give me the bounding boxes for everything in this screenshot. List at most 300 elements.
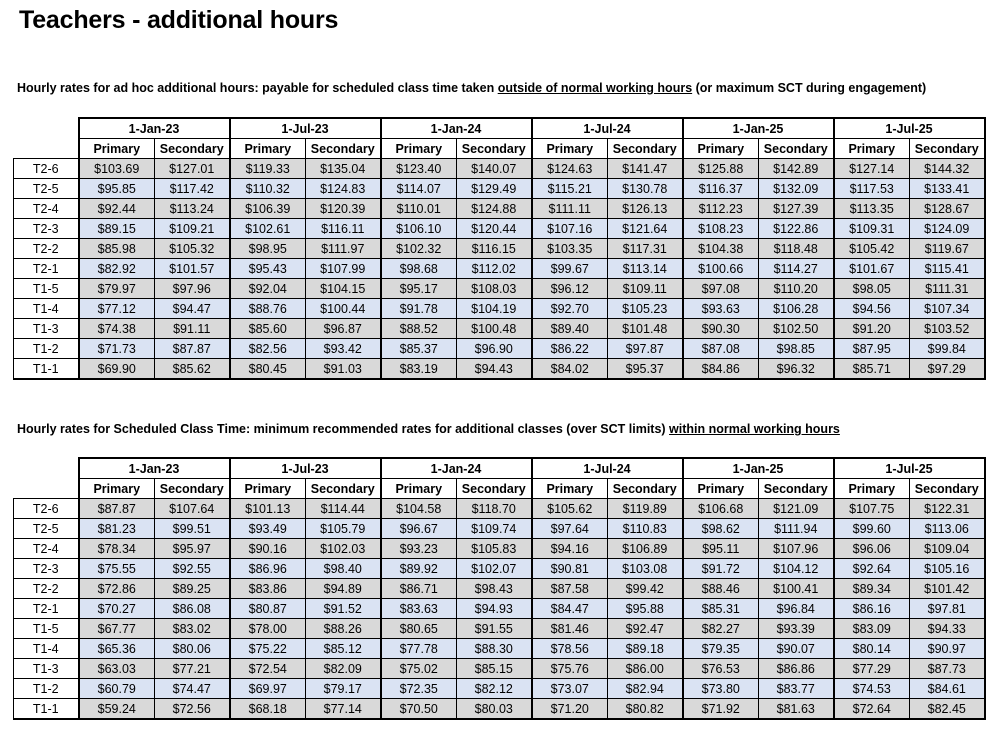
rate-cell: $96.06 bbox=[834, 539, 910, 559]
rate-cell: $124.63 bbox=[532, 159, 608, 179]
section-heading-sct bbox=[17, 422, 840, 436]
sct-rates-table bbox=[13, 457, 986, 720]
rate-cell: $79.17 bbox=[306, 679, 381, 699]
column-header-secondary: Secondary bbox=[759, 479, 834, 499]
rate-cell: $80.65 bbox=[381, 619, 457, 639]
rate-cell: $89.34 bbox=[834, 579, 910, 599]
period-header: 1-Jul-25 bbox=[834, 458, 985, 479]
rate-cell: $122.86 bbox=[759, 219, 834, 239]
rate-cell: $87.95 bbox=[834, 339, 910, 359]
rate-cell: $85.60 bbox=[230, 319, 306, 339]
rate-cell: $83.77 bbox=[759, 679, 834, 699]
rate-cell: $100.44 bbox=[306, 299, 381, 319]
rate-cell: $89.25 bbox=[155, 579, 230, 599]
rate-cell: $103.52 bbox=[910, 319, 985, 339]
rate-cell: $125.88 bbox=[683, 159, 759, 179]
rate-cell: $117.42 bbox=[155, 179, 230, 199]
rate-cell: $86.08 bbox=[155, 599, 230, 619]
column-header-secondary: Secondary bbox=[155, 139, 230, 159]
rate-cell: $104.38 bbox=[683, 239, 759, 259]
rate-cell: $79.97 bbox=[79, 279, 155, 299]
rate-cell: $119.67 bbox=[910, 239, 985, 259]
rate-cell: $115.21 bbox=[532, 179, 608, 199]
rate-cell: $100.41 bbox=[759, 579, 834, 599]
grade-label: T2-1 bbox=[14, 259, 79, 279]
column-header-primary: Primary bbox=[79, 479, 155, 499]
rate-cell: $100.48 bbox=[457, 319, 532, 339]
rate-cell: $87.87 bbox=[79, 499, 155, 519]
column-header-secondary: Secondary bbox=[910, 139, 985, 159]
rate-cell: $98.62 bbox=[683, 519, 759, 539]
rate-cell: $75.02 bbox=[381, 659, 457, 679]
rate-cell: $109.11 bbox=[608, 279, 683, 299]
table-row bbox=[14, 659, 985, 679]
rate-cell: $112.23 bbox=[683, 199, 759, 219]
grade-label: T2-3 bbox=[14, 219, 79, 239]
table-row bbox=[14, 699, 985, 720]
rate-cell: $110.32 bbox=[230, 179, 306, 199]
rate-cell: $103.08 bbox=[608, 559, 683, 579]
rate-cell: $82.09 bbox=[306, 659, 381, 679]
rate-cell: $91.11 bbox=[155, 319, 230, 339]
rate-cell: $109.31 bbox=[834, 219, 910, 239]
table-row bbox=[14, 679, 985, 699]
rate-cell: $94.43 bbox=[457, 359, 532, 380]
period-header: 1-Jan-25 bbox=[683, 458, 834, 479]
rate-cell: $107.34 bbox=[910, 299, 985, 319]
rate-cell: $101.48 bbox=[608, 319, 683, 339]
rate-cell: $75.76 bbox=[532, 659, 608, 679]
rate-cell: $114.07 bbox=[381, 179, 457, 199]
rate-cell: $105.23 bbox=[608, 299, 683, 319]
period-header: 1-Jan-23 bbox=[79, 118, 230, 139]
rate-cell: $102.07 bbox=[457, 559, 532, 579]
table-row bbox=[14, 199, 985, 219]
table-row bbox=[14, 559, 985, 579]
rate-cell: $127.14 bbox=[834, 159, 910, 179]
rate-cell: $98.40 bbox=[306, 559, 381, 579]
rate-cell: $87.87 bbox=[155, 339, 230, 359]
grade-label: T1-5 bbox=[14, 619, 79, 639]
rate-cell: $96.84 bbox=[759, 599, 834, 619]
rate-cell: $124.09 bbox=[910, 219, 985, 239]
period-header: 1-Jul-24 bbox=[532, 118, 683, 139]
rate-cell: $85.62 bbox=[155, 359, 230, 380]
rate-cell: $113.24 bbox=[155, 199, 230, 219]
rate-cell: $60.79 bbox=[79, 679, 155, 699]
rate-cell: $86.00 bbox=[608, 659, 683, 679]
rate-cell: $93.42 bbox=[306, 339, 381, 359]
grade-label: T2-4 bbox=[14, 199, 79, 219]
table-row bbox=[14, 619, 985, 639]
rate-cell: $113.06 bbox=[910, 519, 985, 539]
rate-cell: $104.58 bbox=[381, 499, 457, 519]
rate-cell: $133.41 bbox=[910, 179, 985, 199]
rate-cell: $74.53 bbox=[834, 679, 910, 699]
column-header-secondary: Secondary bbox=[457, 139, 532, 159]
period-header: 1-Jul-23 bbox=[230, 458, 381, 479]
table-row bbox=[14, 259, 985, 279]
rate-cell: $144.32 bbox=[910, 159, 985, 179]
table-row bbox=[14, 499, 985, 519]
rate-cell: $97.64 bbox=[532, 519, 608, 539]
table-row bbox=[14, 579, 985, 599]
rate-cell: $140.07 bbox=[457, 159, 532, 179]
rate-cell: $111.11 bbox=[532, 199, 608, 219]
rate-cell: $88.76 bbox=[230, 299, 306, 319]
rate-cell: $101.42 bbox=[910, 579, 985, 599]
rate-cell: $91.03 bbox=[306, 359, 381, 380]
rate-cell: $74.47 bbox=[155, 679, 230, 699]
rate-cell: $77.12 bbox=[79, 299, 155, 319]
rate-cell: $116.11 bbox=[306, 219, 381, 239]
heading-text: Hourly rates for ad hoc additional hours: payable for scheduled class time taken bbox=[17, 81, 498, 95]
rate-cell: $142.89 bbox=[759, 159, 834, 179]
rate-cell: $122.31 bbox=[910, 499, 985, 519]
rate-cell: $121.64 bbox=[608, 219, 683, 239]
rate-cell: $121.09 bbox=[759, 499, 834, 519]
rate-cell: $88.26 bbox=[306, 619, 381, 639]
rate-cell: $99.67 bbox=[532, 259, 608, 279]
rate-cell: $95.88 bbox=[608, 599, 683, 619]
grade-label: T2-6 bbox=[14, 159, 79, 179]
rate-cell: $96.67 bbox=[381, 519, 457, 539]
rate-cell: $96.12 bbox=[532, 279, 608, 299]
rate-cell: $78.34 bbox=[79, 539, 155, 559]
rate-cell: $74.38 bbox=[79, 319, 155, 339]
rate-cell: $89.40 bbox=[532, 319, 608, 339]
column-header-primary: Primary bbox=[381, 479, 457, 499]
period-header: 1-Jan-23 bbox=[79, 458, 230, 479]
rate-cell: $72.54 bbox=[230, 659, 306, 679]
rate-cell: $93.49 bbox=[230, 519, 306, 539]
column-header-primary: Primary bbox=[834, 479, 910, 499]
rate-cell: $128.67 bbox=[910, 199, 985, 219]
rate-cell: $110.01 bbox=[381, 199, 457, 219]
rate-cell: $84.86 bbox=[683, 359, 759, 380]
period-header: 1-Jan-25 bbox=[683, 118, 834, 139]
rate-cell: $107.96 bbox=[759, 539, 834, 559]
rate-cell: $95.11 bbox=[683, 539, 759, 559]
period-header: 1-Jan-24 bbox=[381, 458, 532, 479]
rate-cell: $72.35 bbox=[381, 679, 457, 699]
rate-cell: $108.23 bbox=[683, 219, 759, 239]
rate-cell: $97.29 bbox=[910, 359, 985, 380]
rate-cell: $86.71 bbox=[381, 579, 457, 599]
rate-cell: $111.97 bbox=[306, 239, 381, 259]
rate-cell: $102.03 bbox=[306, 539, 381, 559]
rate-cell: $98.05 bbox=[834, 279, 910, 299]
rate-cell: $70.50 bbox=[381, 699, 457, 720]
rate-cell: $83.19 bbox=[381, 359, 457, 380]
grade-label: T2-4 bbox=[14, 539, 79, 559]
grade-label: T1-5 bbox=[14, 279, 79, 299]
column-header-primary: Primary bbox=[79, 139, 155, 159]
rate-cell: $81.46 bbox=[532, 619, 608, 639]
rate-cell: $85.12 bbox=[306, 639, 381, 659]
rate-cell: $86.16 bbox=[834, 599, 910, 619]
rate-cell: $92.55 bbox=[155, 559, 230, 579]
rate-cell: $106.39 bbox=[230, 199, 306, 219]
rate-cell: $114.27 bbox=[759, 259, 834, 279]
rate-cell: $119.33 bbox=[230, 159, 306, 179]
rate-cell: $104.19 bbox=[457, 299, 532, 319]
rate-cell: $114.44 bbox=[306, 499, 381, 519]
rate-cell: $102.50 bbox=[759, 319, 834, 339]
rate-cell: $110.83 bbox=[608, 519, 683, 539]
rate-cell: $106.10 bbox=[381, 219, 457, 239]
section-heading-ad-hoc bbox=[17, 81, 926, 95]
rate-cell: $95.97 bbox=[155, 539, 230, 559]
rate-cell: $73.07 bbox=[532, 679, 608, 699]
rate-cell: $89.92 bbox=[381, 559, 457, 579]
rate-cell: $86.96 bbox=[230, 559, 306, 579]
rate-cell: $91.52 bbox=[306, 599, 381, 619]
table-row bbox=[14, 299, 985, 319]
rate-cell: $86.86 bbox=[759, 659, 834, 679]
rate-cell: $98.43 bbox=[457, 579, 532, 599]
rate-cell: $97.81 bbox=[910, 599, 985, 619]
column-header-primary: Primary bbox=[230, 139, 306, 159]
rate-cell: $72.86 bbox=[79, 579, 155, 599]
grade-label: T1-1 bbox=[14, 359, 79, 380]
rate-cell: $80.06 bbox=[155, 639, 230, 659]
rate-cell: $105.32 bbox=[155, 239, 230, 259]
rate-cell: $87.08 bbox=[683, 339, 759, 359]
rate-cell: $82.92 bbox=[79, 259, 155, 279]
rate-cell: $124.83 bbox=[306, 179, 381, 199]
rate-cell: $97.08 bbox=[683, 279, 759, 299]
rate-cell: $94.16 bbox=[532, 539, 608, 559]
rate-cell: $84.61 bbox=[910, 679, 985, 699]
rate-cell: $77.14 bbox=[306, 699, 381, 720]
rate-cell: $71.20 bbox=[532, 699, 608, 720]
rate-cell: $67.77 bbox=[79, 619, 155, 639]
grade-label: T1-3 bbox=[14, 319, 79, 339]
rate-cell: $97.96 bbox=[155, 279, 230, 299]
rate-cell: $70.27 bbox=[79, 599, 155, 619]
rate-cell: $85.31 bbox=[683, 599, 759, 619]
table-row bbox=[14, 159, 985, 179]
rate-cell: $90.97 bbox=[910, 639, 985, 659]
column-header-primary: Primary bbox=[683, 139, 759, 159]
table-row bbox=[14, 599, 985, 619]
rate-cell: $102.32 bbox=[381, 239, 457, 259]
rate-cell: $118.48 bbox=[759, 239, 834, 259]
grade-label: T2-5 bbox=[14, 179, 79, 199]
rate-cell: $90.16 bbox=[230, 539, 306, 559]
rate-cell: $111.31 bbox=[910, 279, 985, 299]
column-header-primary: Primary bbox=[532, 139, 608, 159]
heading-text: (or maximum SCT during engagement) bbox=[692, 81, 927, 95]
period-header: 1-Jul-25 bbox=[834, 118, 985, 139]
table-row bbox=[14, 219, 985, 239]
rate-cell: $107.16 bbox=[532, 219, 608, 239]
rate-cell: $106.68 bbox=[683, 499, 759, 519]
rate-cell: $112.02 bbox=[457, 259, 532, 279]
column-header-secondary: Secondary bbox=[910, 479, 985, 499]
rate-cell: $85.15 bbox=[457, 659, 532, 679]
column-header-secondary: Secondary bbox=[608, 139, 683, 159]
rate-cell: $110.20 bbox=[759, 279, 834, 299]
grade-label: T2-5 bbox=[14, 519, 79, 539]
rate-cell: $91.20 bbox=[834, 319, 910, 339]
heading-underlined-text: within normal working hours bbox=[669, 422, 840, 436]
table-row bbox=[14, 339, 985, 359]
rate-cell: $78.56 bbox=[532, 639, 608, 659]
rate-cell: $72.56 bbox=[155, 699, 230, 720]
rate-cell: $102.61 bbox=[230, 219, 306, 239]
grade-label: T1-4 bbox=[14, 639, 79, 659]
rate-cell: $84.47 bbox=[532, 599, 608, 619]
rate-cell: $85.37 bbox=[381, 339, 457, 359]
rate-cell: $69.97 bbox=[230, 679, 306, 699]
column-header-secondary: Secondary bbox=[306, 479, 381, 499]
rate-cell: $104.15 bbox=[306, 279, 381, 299]
rate-cell: $87.58 bbox=[532, 579, 608, 599]
rate-cell: $90.30 bbox=[683, 319, 759, 339]
column-header-secondary: Secondary bbox=[155, 479, 230, 499]
heading-text: Hourly rates for Scheduled Class Time: minimum recommended rates for additional classes (over SCT limits) bbox=[17, 422, 670, 436]
rate-cell: $105.42 bbox=[834, 239, 910, 259]
rate-cell: $77.78 bbox=[381, 639, 457, 659]
grade-label: T2-2 bbox=[14, 579, 79, 599]
rate-cell: $75.55 bbox=[79, 559, 155, 579]
rate-cell: $106.28 bbox=[759, 299, 834, 319]
rate-cell: $92.64 bbox=[834, 559, 910, 579]
rate-cell: $109.74 bbox=[457, 519, 532, 539]
rate-cell: $80.03 bbox=[457, 699, 532, 720]
rate-cell: $118.70 bbox=[457, 499, 532, 519]
rate-cell: $104.12 bbox=[759, 559, 834, 579]
rate-cell: $124.88 bbox=[457, 199, 532, 219]
rate-cell: $94.89 bbox=[306, 579, 381, 599]
rate-cell: $59.24 bbox=[79, 699, 155, 720]
rate-cell: $141.47 bbox=[608, 159, 683, 179]
rate-cell: $88.52 bbox=[381, 319, 457, 339]
rate-cell: $94.93 bbox=[457, 599, 532, 619]
rate-cell: $90.81 bbox=[532, 559, 608, 579]
rate-cell: $92.44 bbox=[79, 199, 155, 219]
rate-cell: $71.92 bbox=[683, 699, 759, 720]
rate-cell: $85.71 bbox=[834, 359, 910, 380]
rate-cell: $81.63 bbox=[759, 699, 834, 720]
rate-cell: $86.22 bbox=[532, 339, 608, 359]
rate-cell: $82.56 bbox=[230, 339, 306, 359]
column-header-primary: Primary bbox=[230, 479, 306, 499]
grade-label: T1-2 bbox=[14, 679, 79, 699]
table-row bbox=[14, 239, 985, 259]
rate-cell: $83.86 bbox=[230, 579, 306, 599]
rate-cell: $103.35 bbox=[532, 239, 608, 259]
rate-cell: $92.47 bbox=[608, 619, 683, 639]
rate-cell: $108.03 bbox=[457, 279, 532, 299]
rate-cell: $117.31 bbox=[608, 239, 683, 259]
rate-cell: $95.43 bbox=[230, 259, 306, 279]
rate-cell: $79.35 bbox=[683, 639, 759, 659]
rate-cell: $132.09 bbox=[759, 179, 834, 199]
rate-cell: $96.32 bbox=[759, 359, 834, 380]
rate-cell: $126.13 bbox=[608, 199, 683, 219]
rate-cell: $82.27 bbox=[683, 619, 759, 639]
rate-cell: $93.63 bbox=[683, 299, 759, 319]
period-header: 1-Jul-23 bbox=[230, 118, 381, 139]
rate-cell: $75.22 bbox=[230, 639, 306, 659]
rate-cell: $90.07 bbox=[759, 639, 834, 659]
ad-hoc-rates-table bbox=[13, 117, 986, 380]
rate-cell: $63.03 bbox=[79, 659, 155, 679]
rate-cell: $92.70 bbox=[532, 299, 608, 319]
rate-cell: $82.45 bbox=[910, 699, 985, 720]
rate-cell: $98.85 bbox=[759, 339, 834, 359]
table-row bbox=[14, 539, 985, 559]
rate-cell: $80.87 bbox=[230, 599, 306, 619]
rate-cell: $115.41 bbox=[910, 259, 985, 279]
rate-cell: $123.40 bbox=[381, 159, 457, 179]
period-header: 1-Jul-24 bbox=[532, 458, 683, 479]
grade-label: T1-3 bbox=[14, 659, 79, 679]
rate-cell: $82.12 bbox=[457, 679, 532, 699]
rate-cell: $109.04 bbox=[910, 539, 985, 559]
rate-cell: $84.02 bbox=[532, 359, 608, 380]
page-title: Teachers - additional hours bbox=[19, 6, 339, 34]
rate-cell: $65.36 bbox=[79, 639, 155, 659]
rate-cell: $83.63 bbox=[381, 599, 457, 619]
rate-cell: $77.29 bbox=[834, 659, 910, 679]
rate-cell: $96.87 bbox=[306, 319, 381, 339]
rate-cell: $116.37 bbox=[683, 179, 759, 199]
rate-cell: $78.00 bbox=[230, 619, 306, 639]
rate-cell: $93.23 bbox=[381, 539, 457, 559]
grade-label: T1-1 bbox=[14, 699, 79, 720]
grade-label: T2-3 bbox=[14, 559, 79, 579]
grade-label: T1-4 bbox=[14, 299, 79, 319]
rate-cell: $94.56 bbox=[834, 299, 910, 319]
grade-label: T1-2 bbox=[14, 339, 79, 359]
rate-cell: $111.94 bbox=[759, 519, 834, 539]
rate-cell: $109.21 bbox=[155, 219, 230, 239]
rate-cell: $107.64 bbox=[155, 499, 230, 519]
rate-cell: $98.95 bbox=[230, 239, 306, 259]
rate-cell: $105.62 bbox=[532, 499, 608, 519]
rate-cell: $91.78 bbox=[381, 299, 457, 319]
rate-cell: $80.45 bbox=[230, 359, 306, 380]
rate-cell: $92.04 bbox=[230, 279, 306, 299]
rate-cell: $100.66 bbox=[683, 259, 759, 279]
table-row bbox=[14, 279, 985, 299]
rate-cell: $69.90 bbox=[79, 359, 155, 380]
rate-cell: $95.17 bbox=[381, 279, 457, 299]
period-header: 1-Jan-24 bbox=[381, 118, 532, 139]
table-row bbox=[14, 519, 985, 539]
table-row bbox=[14, 639, 985, 659]
rate-cell: $81.23 bbox=[79, 519, 155, 539]
rate-cell: $83.02 bbox=[155, 619, 230, 639]
rate-cell: $127.39 bbox=[759, 199, 834, 219]
column-header-primary: Primary bbox=[381, 139, 457, 159]
rate-cell: $99.84 bbox=[910, 339, 985, 359]
rate-cell: $120.39 bbox=[306, 199, 381, 219]
column-header-primary: Primary bbox=[834, 139, 910, 159]
rate-cell: $94.47 bbox=[155, 299, 230, 319]
rate-cell: $89.15 bbox=[79, 219, 155, 239]
rate-cell: $106.89 bbox=[608, 539, 683, 559]
rate-cell: $113.14 bbox=[608, 259, 683, 279]
rate-cell: $95.85 bbox=[79, 179, 155, 199]
rate-cell: $72.64 bbox=[834, 699, 910, 720]
rate-cell: $89.18 bbox=[608, 639, 683, 659]
rate-cell: $68.18 bbox=[230, 699, 306, 720]
